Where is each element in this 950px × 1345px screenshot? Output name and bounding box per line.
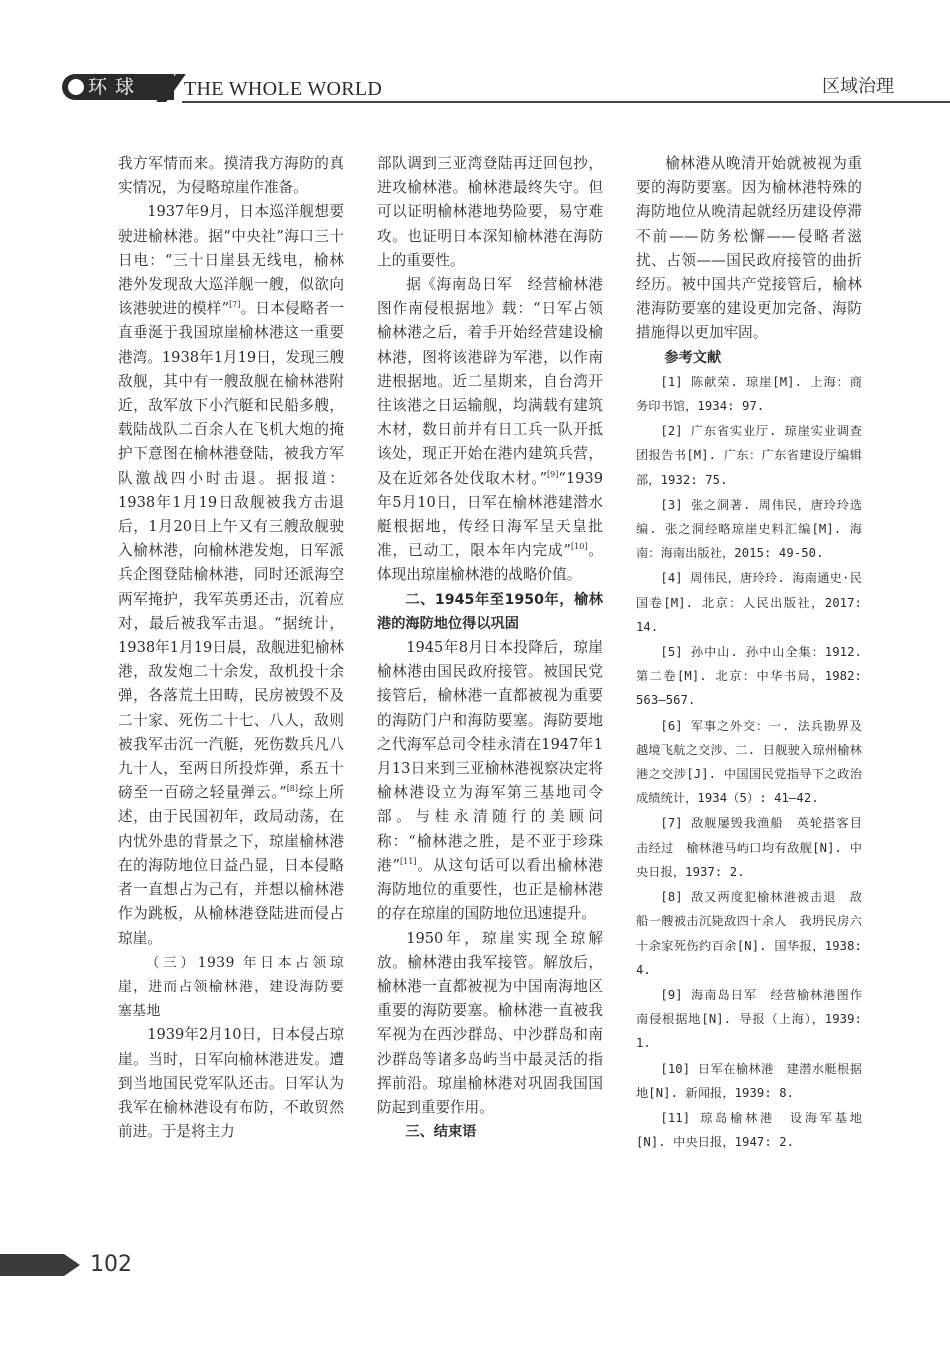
reference-item: [2] 广东省实业厅. 琼崖实业调查团报告书[M]. 广东：广东省建设厅编辑部，1932: 75. — [636, 424, 862, 487]
reference-item: [6] 军事之外交：一. 法兵勘界及越境飞航之交涉、二. 日舰驶入琼州榆林港之交涉[J]. 中国国民党指导下之政治成绩统计，1934（5）: 41—42. — [636, 718, 862, 806]
subsection-heading: （三）1939 年日本占领琼崖，进而占领榆林港，建设海防要塞基地 — [118, 954, 344, 1020]
paragraph — [377, 636, 603, 926]
page-header — [0, 68, 950, 110]
reference-item: [10] 日军在榆林港 建潜水艇根据地[N]. 新闻报，1939: 8. — [636, 1061, 862, 1100]
paragraph: 榆林港从晚清开始就被视为重要的海防要塞。因为榆林港特殊的海防地位从晚清起就经历建设停滞不前——防务松懈——侵略者滋扰、占领——国民政府接管的曲折经历。被中国共产党接管后，榆林港海防要塞的建设更加完备、海防措施得以更加牢固。 — [636, 155, 862, 342]
citation-ref: [7] — [229, 300, 241, 310]
journal-english-title: THE WHOLE WORLD — [184, 78, 383, 100]
paragraph — [118, 200, 344, 950]
header-rule — [182, 101, 950, 103]
paragraph-text: 。体现出琼崖榆林港的战略价值。 — [377, 542, 603, 584]
paragraph-text: 。从这句话可以看出榆林港海防地位的重要性，也正是榆林港的存在琼崖的国防地位迅速提升。 — [377, 856, 603, 923]
reference-item: [1] 陈献荣. 琼崖[M]. 上海：商务印书馆，1934: 97. — [636, 374, 862, 414]
circle-icon — [68, 79, 84, 95]
reference-item: [8] 敌又两度犯榆林港被击退 敌船一艘被击沉毙敌四十余人 我坍民房六十余家死伤约百余[N]. 国华报，1938: 4. — [636, 890, 862, 977]
reference-item: [3] 张之洞著. 周伟民，唐玲玲选编. 张之洞经略琼崖史料汇编[M]. 海南：海南出版社，2015: 49-50. — [636, 497, 862, 561]
reference-item: [11] 琼岛榆林港 设海军基地[N]. 中央日报，1947: 2. — [636, 1110, 862, 1150]
references-title: 参考文献 — [664, 349, 722, 366]
paragraph-text: 据《海南岛日军 经营榆林港 图作南侵根据地》载：“日军占领榆林港之后，着手开始经营建设榆林港，图将该港辟为军港，以作南进根据地。近二星期来，自台湾开往该港之日运输舰，均满载有建筑木材，数日前并有日工兵一队开抵该处，现正开始在港内建筑兵营，及在近郊各处伐取木材。” — [377, 276, 618, 487]
citation-ref: [8] — [286, 784, 299, 794]
text-column-1 — [118, 152, 344, 1144]
citation-ref: [9] — [547, 469, 559, 479]
arrow-right-icon — [64, 1254, 80, 1276]
reference-item: [7] 敌舰屡毁我渔船 英轮搭客目击经过 榆林港马屿口均有敌舰[N]. 中央日报，1937: 2. — [636, 816, 862, 879]
citation-ref: [11] — [400, 857, 417, 867]
text-column-2 — [377, 152, 618, 1144]
reference-item: [5] 孙中山. 孙中山全集：1912. 第二卷[M]. 北京：中华书局，1982: 563—567. — [636, 645, 862, 708]
text-column-3 — [636, 152, 862, 1155]
section-tag-label: 环球 — [88, 76, 143, 98]
paragraph — [377, 273, 618, 588]
paragraph: 1939年2月10日，日本侵占琼崖。当时，日军向榆林港进发。遭到当地国民党军队还击。日军认为我军在榆林港设有布防，不敢贸然前进。于是将主力 — [118, 1026, 344, 1141]
paragraph-text: 。日本侵略者一直垂涎于我国琼崖榆林港这一重要港湾。1938年1月19日，发现三艘敌舰，其中有一艘敌舰在榆林港附近，敌军放下小汽艇和民船多艘，载陆战队二百余人在飞机大炮的掩护下意图在榆林港登陆，被我方军队激战四小时击退。据报道：1938年1月19日敌舰被我方击退后，1月20日上午又有三艘敌舰驶入榆林港，向榆林港发炮，日军派兵企图登陆榆林港，同时还派海空两军掩护，我军英勇还击，沉着应对，最后被我军击退。“据统计，1938年1月19日晨，敌舰进犯榆林港，敌发炮二十余发，敌机投十余弹，各落荒土田畴，民房被毁不及二十家、死伤二十七、八人，敌则被我军击沉一汽艇，死伤数兵凡八九十人，至两日所投炸弹，系五十磅至一百磅之轻量弹云。” — [118, 300, 344, 802]
paragraph-text: 1937年9月，日本巡洋舰想要驶进榆林港。据“中央社”海口三十日电：“三十日崖县无线电，榆林港外发现敌大巡洋舰一艘，似欲向该港驶进的模样” — [118, 203, 344, 318]
section-heading: 二、1945年至1950年，榆林港的海防地位得以巩固 — [377, 591, 603, 632]
page-number: 102 — [90, 1252, 132, 1277]
footer-bar — [0, 1254, 64, 1276]
section-name: 区域治理 — [822, 76, 894, 97]
section-tag — [62, 74, 174, 100]
reference-list — [636, 370, 862, 1155]
section-heading: 三、结束语 — [405, 1124, 477, 1141]
paragraph-text: 综上所述，由于民国初年，政局动荡，在内忧外患的背景之下，琼崖榆林港在的海防地位日益凸显，日本侵略者一直想占为己有，并想以榆林港作为跳板，从榆林港登陆进而侵占琼崖。 — [118, 784, 344, 947]
paragraph: 我方军情而来。摸清我方海防的真实情况，为侵略琼崖作准备。 — [118, 155, 344, 197]
reference-item: [9] 海南岛日军 经营榆林港图作南侵根据地[N]. 导报（上海），1939: 1. — [636, 987, 862, 1051]
paragraph-text: “1939年5月10日，日军在榆林港建潜水艇根据地，传经日海军呈天皇批准，已动工，限本年内完成” — [377, 469, 603, 560]
paragraph: 部队调到三亚湾登陆再迂回包抄，进攻榆林港。榆林港最终失守。但可以证明榆林港地势险要，易守难攻。也证明日本深知榆林港在海防上的重要性。 — [377, 155, 603, 269]
paragraph-text: 1945年8月日本投降后，琼崖榆林港由国民政府接管。被国民党接管后，榆林港一直都被视为重要的海防门户和海防要塞。海防要地之代海军总司令桂永清在1947年1月13日来到三亚榆林港视察决定将榆林港设立为海军第三基地司令部。与桂永清随行的美顾问称：“榆林港之胜，是不亚于珍珠港” — [377, 639, 603, 874]
citation-ref: [10] — [571, 542, 588, 552]
reference-item: [4] 周伟民，唐玲玲. 海南通史·民国卷[M]. 北京：人民出版社，2017: 14. — [636, 571, 862, 634]
paragraph: 1950年，琼崖实现全琼解放。榆林港由我军接管。解放后，榆林港一直都被视为中国南海地区重要的海防要塞。榆林港一直被我军视为在西沙群岛、中沙群岛和南沙群岛等诸多岛屿当中最灵活的指挥前沿。琼崖榆林港对巩固我国国防起到重要作用。 — [377, 929, 603, 1116]
